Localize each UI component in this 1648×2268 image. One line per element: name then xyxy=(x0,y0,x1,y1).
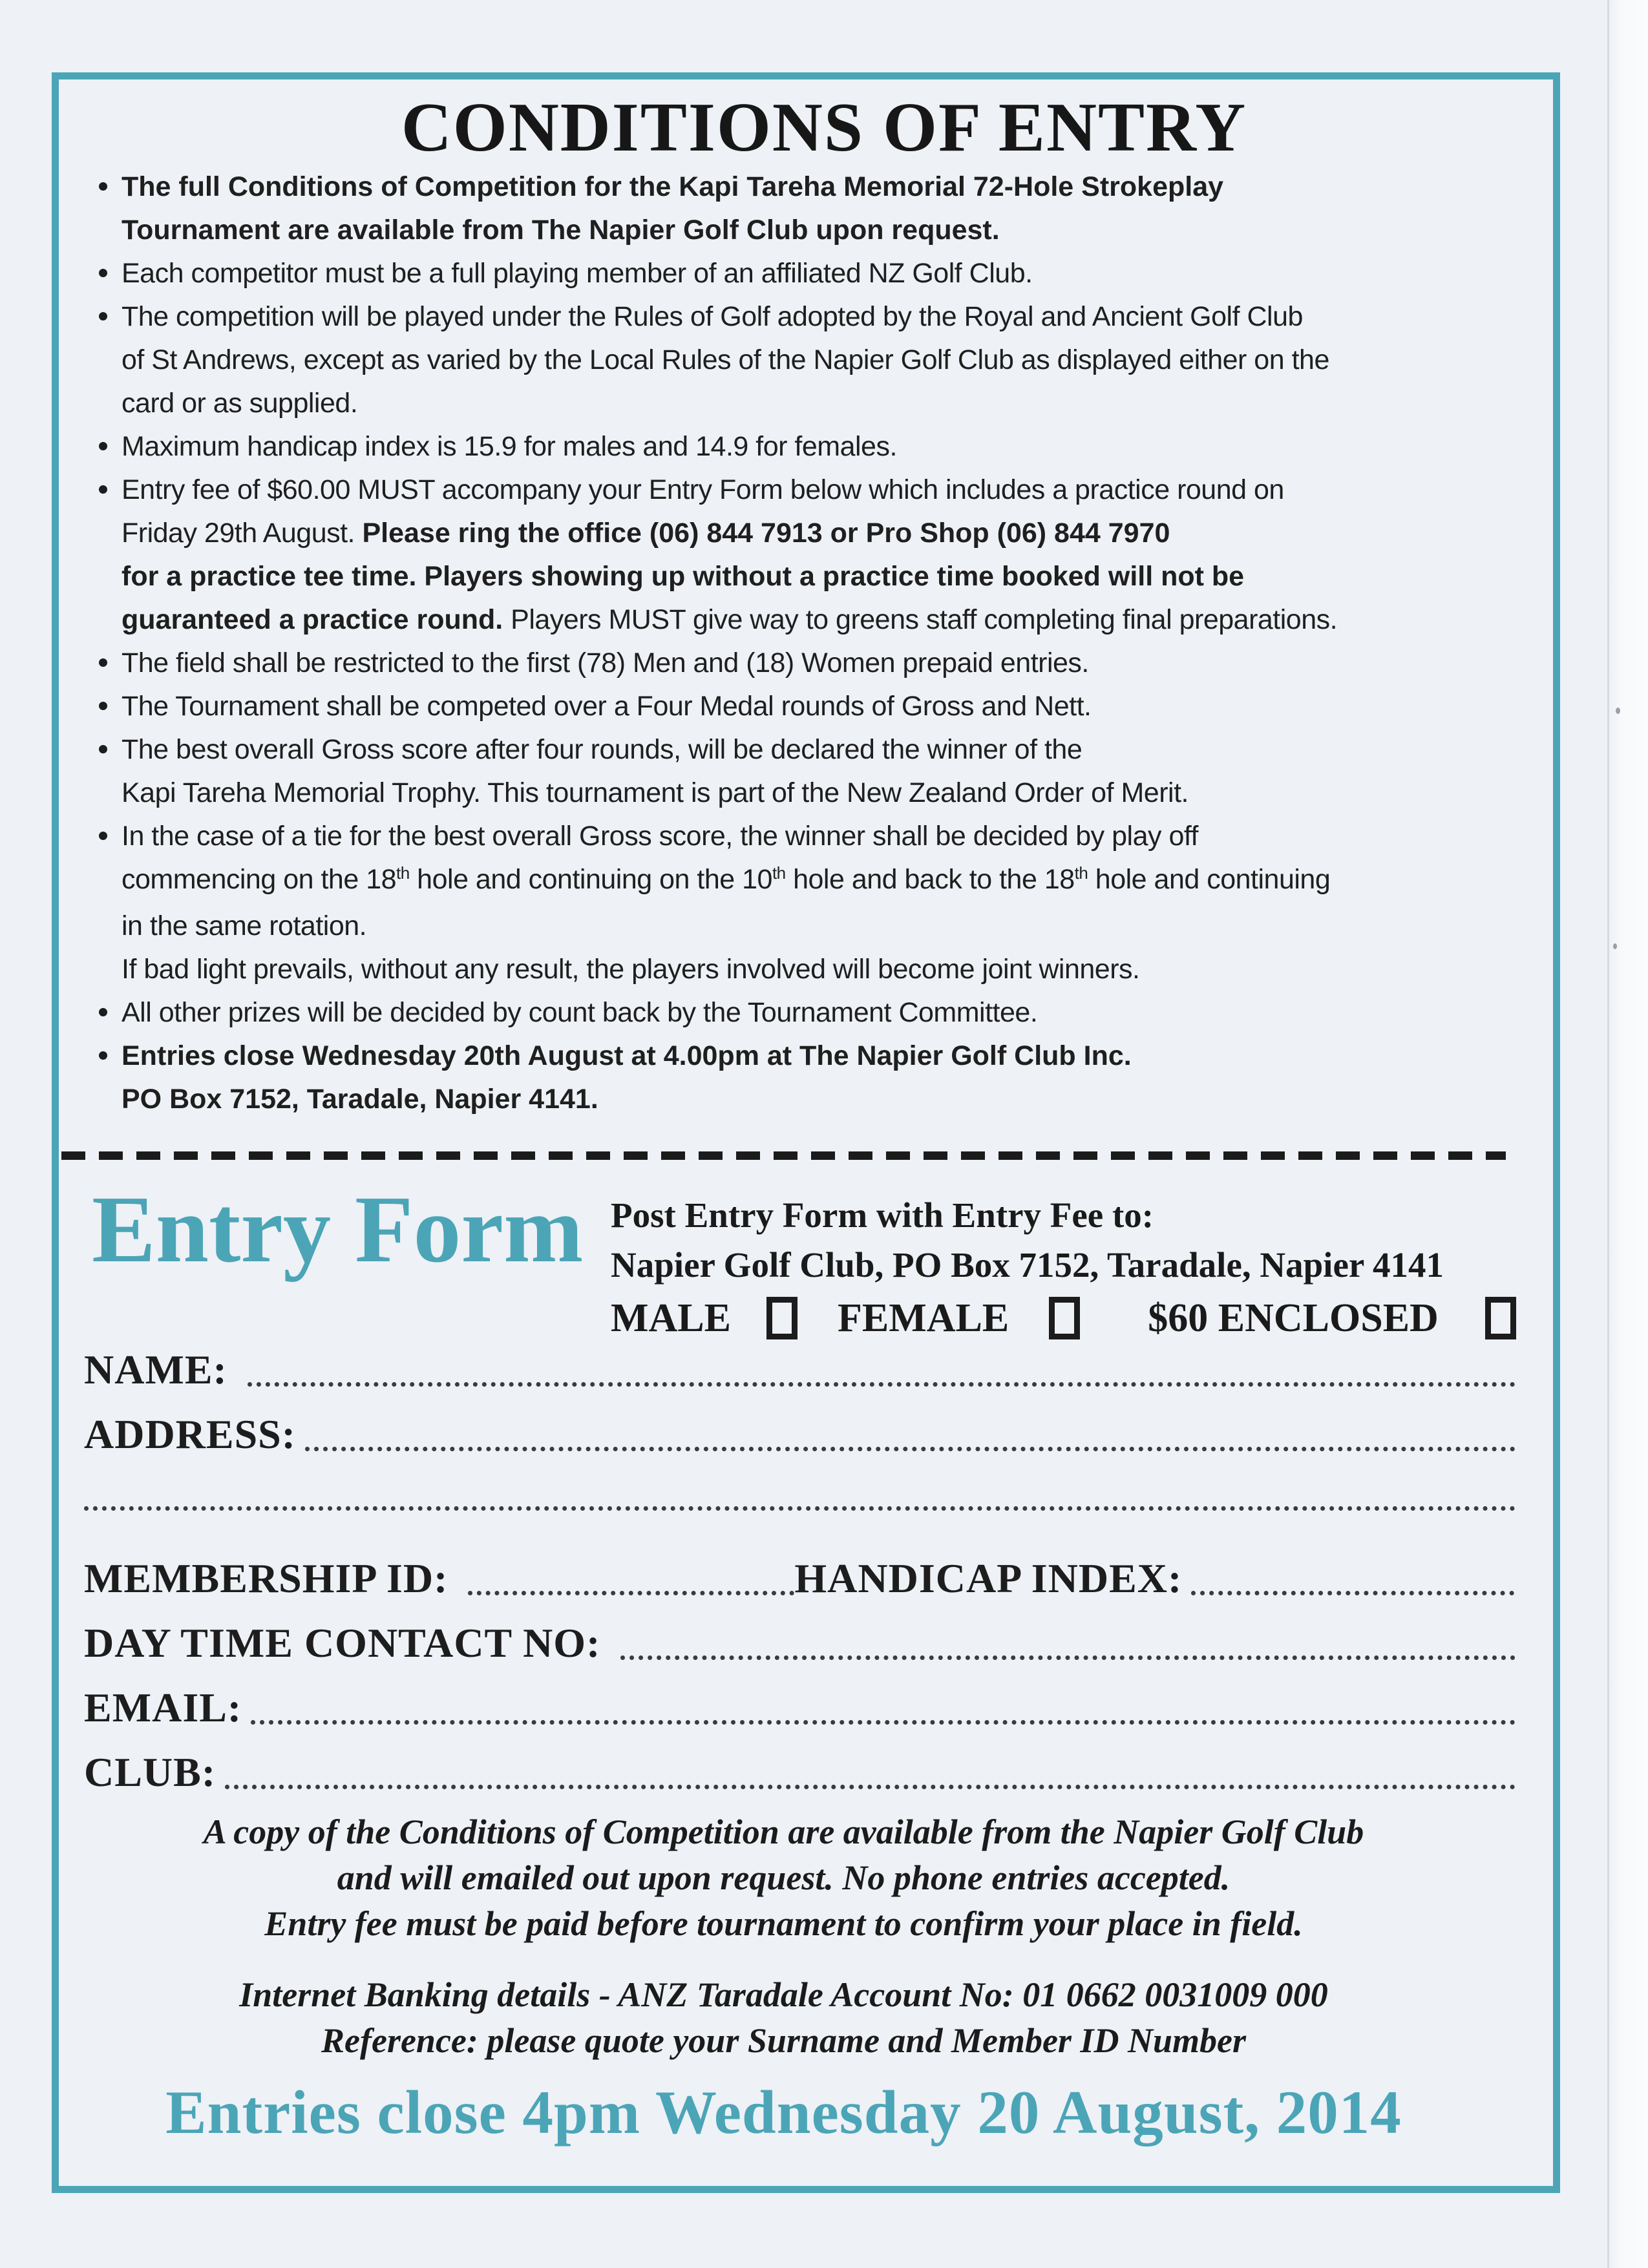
email-input-line[interactable] xyxy=(251,1675,1516,1725)
note-line: and will emailed out upon request. No phone entries accepted. xyxy=(337,1858,1231,1897)
condition-text: The field shall be restricted to the first (78) Men and (18) Women prepaid entries. xyxy=(121,647,1089,678)
condition-text: Entries close Wednesday 20th August at 4.00pm at The Napier Golf Club Inc. xyxy=(121,1040,1132,1071)
conditions-list xyxy=(97,165,1525,1121)
condition-text: in the same rotation. xyxy=(121,910,367,941)
day-time-contact-no-input-line[interactable] xyxy=(620,1611,1516,1660)
condition-text: Kapi Tareha Memorial Trophy. This tournament is part of the New Zealand Order of Merit. xyxy=(121,777,1188,808)
condition-text: The best overall Gross score after four rounds, will be declared the winner of the xyxy=(121,734,1083,765)
condition-text: The competition will be played under the Rules of Golf adopted by the Royal and Ancient Golf Club xyxy=(121,301,1303,332)
condition-text: The full Conditions of Competition for the Kapi Tareha Memorial 72-Hole Strokeplay xyxy=(121,171,1224,202)
condition-text: Maximum handicap index is 15.9 for males and 14.9 for females. xyxy=(121,431,897,462)
scan-speck xyxy=(1616,708,1620,714)
condition-item xyxy=(97,165,1525,252)
entry-form-fields xyxy=(84,1338,1516,1805)
form-field-row xyxy=(84,1546,1516,1611)
name-input-line[interactable] xyxy=(248,1338,1516,1387)
condition-text: The Tournament shall be competed over a Four Medal rounds of Gross and Nett. xyxy=(121,691,1092,722)
condition-item xyxy=(97,252,1525,295)
condition-text: guaranteed a practice round. xyxy=(121,604,511,635)
condition-text: th xyxy=(1074,863,1088,883)
condition-item xyxy=(97,991,1525,1034)
checkbox-row xyxy=(611,1292,1516,1344)
address-continued-input-line[interactable] xyxy=(84,1467,1516,1511)
fee-enclosed-label: $60 ENCLOSED xyxy=(1148,1296,1439,1340)
postal-instructions-line2: Napier Golf Club, PO Box 7152, Taradale, Napier 4141 xyxy=(611,1245,1444,1285)
name-label: NAME: xyxy=(84,1347,238,1392)
male-checkbox[interactable] xyxy=(766,1297,798,1339)
note-line: A copy of the Conditions of Competition are available from the Napier Golf Club xyxy=(203,1812,1364,1851)
condition-text: card or as supplied. xyxy=(121,388,358,419)
form-field-row xyxy=(84,1402,1516,1467)
female-checkbox[interactable] xyxy=(1049,1297,1080,1339)
condition-item xyxy=(97,685,1525,728)
condition-text: Please ring the office (06) 844 7913 or Pro Shop (06) 844 7970 xyxy=(362,518,1170,549)
scan-speck xyxy=(1613,943,1617,949)
condition-item xyxy=(97,1034,1525,1121)
form-field-row xyxy=(84,1338,1516,1402)
condition-text: If bad light prevails, without any result, the players involved will become joint winners. xyxy=(121,954,1140,985)
note-line: Entry fee must be paid before tournament to confirm your place in field. xyxy=(264,1904,1303,1943)
postal-instructions-line1: Post Entry Form with Entry Fee to: xyxy=(611,1195,1154,1235)
condition-text: All other prizes will be decided by count back by the Tournament Committee. xyxy=(121,997,1038,1028)
condition-item xyxy=(97,468,1525,642)
scanner-edge-strip xyxy=(1607,0,1648,2268)
condition-text: Entry fee of $60.00 MUST accompany your Entry Form below which includes a practice round on xyxy=(121,474,1284,505)
condition-text: PO Box 7152, Taradale, Napier 4141. xyxy=(121,1084,598,1115)
condition-text: hole and back to the 18 xyxy=(785,864,1075,895)
condition-item xyxy=(97,295,1525,425)
form-field-row xyxy=(84,1675,1516,1740)
male-label: MALE xyxy=(611,1296,731,1340)
membership-id-input-line[interactable] xyxy=(468,1546,794,1595)
membership-id-label: MEMBERSHIP ID: xyxy=(84,1555,460,1601)
condition-text: Friday 29th August. xyxy=(121,518,363,549)
form-field-row xyxy=(84,1467,1516,1524)
postal-instructions xyxy=(611,1190,1548,1290)
club-label: CLUB: xyxy=(84,1749,217,1795)
banking-details-note xyxy=(61,1972,1506,2064)
condition-item xyxy=(97,642,1525,685)
form-field-row xyxy=(84,1611,1516,1675)
condition-item xyxy=(97,815,1525,991)
condition-text: hole and continuing xyxy=(1088,864,1331,895)
condition-text: hole and continuing on the 10 xyxy=(409,864,772,895)
address-label: ADDRESS: xyxy=(84,1411,297,1457)
condition-text: th xyxy=(772,863,786,883)
handicap-index-input-line[interactable] xyxy=(1191,1546,1514,1595)
note-line: Reference: please quote your Surname and Member ID Number xyxy=(321,2021,1246,2060)
condition-text: th xyxy=(396,863,410,883)
condition-text: Each competitor must be a full playing member of an affiliated NZ Golf Club. xyxy=(121,258,1033,289)
handicap-index-label: HANDICAP INDEX: xyxy=(794,1555,1183,1601)
closing-deadline-line: Entries close 4pm Wednesday 20 August, 2014 xyxy=(165,2078,1402,2147)
note-line: Internet Banking details - ANZ Taradale Account No: 01 0662 0031009 000 xyxy=(239,1975,1328,2014)
day-time-contact-no-label: DAY TIME CONTACT NO: xyxy=(84,1620,612,1666)
address-input-line[interactable] xyxy=(305,1402,1516,1451)
email-label: EMAIL: xyxy=(84,1685,242,1730)
club-input-line[interactable] xyxy=(225,1740,1516,1789)
condition-item xyxy=(97,728,1525,815)
female-label: FEMALE xyxy=(838,1296,1009,1340)
conditions-copy-note xyxy=(61,1809,1506,1947)
condition-text: for a practice tee time. Players showing up without a practice time booked will not be xyxy=(121,561,1245,592)
condition-text: of St Andrews, except as varied by the Local Rules of the Napier Golf Club as displayed either on the xyxy=(121,344,1329,375)
page-title: CONDITIONS OF ENTRY xyxy=(401,89,1247,166)
entry-form-heading: Entry Form xyxy=(92,1177,584,1283)
dashed-cut-line xyxy=(61,1151,1506,1160)
condition-text: Players MUST give way to greens staff completing final preparations. xyxy=(511,604,1338,635)
form-field-row xyxy=(84,1740,1516,1805)
condition-text: commencing on the 18 xyxy=(121,864,397,895)
condition-text: In the case of a tie for the best overall Gross score, the winner shall be decided by play off xyxy=(121,821,1198,852)
fee-enclosed-checkbox[interactable] xyxy=(1485,1297,1516,1339)
condition-item xyxy=(97,425,1525,468)
condition-text: Tournament are available from The Napier Golf Club upon request. xyxy=(121,215,1000,246)
